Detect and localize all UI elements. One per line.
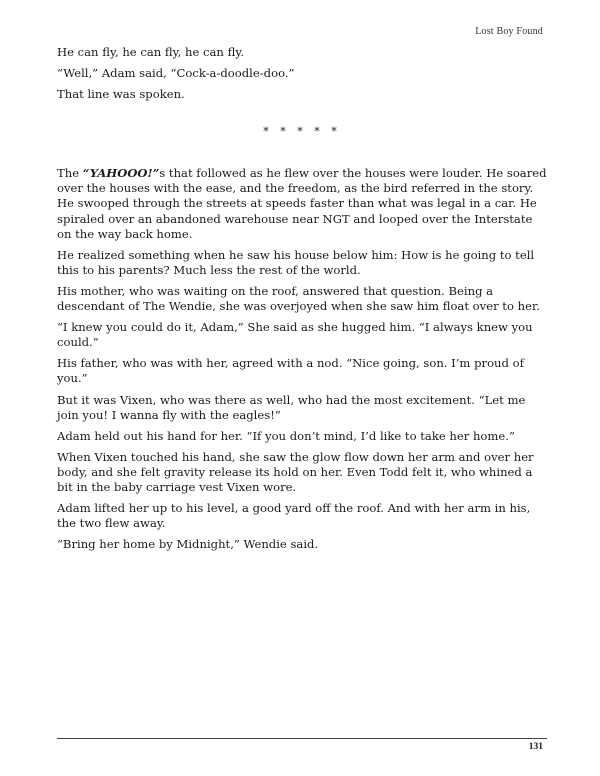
paragraph: Adam held out his hand for her. “If you don’t mind, I’d like to take her home.” <box>57 428 515 443</box>
paragraph: But it was Vixen, who was there as well, who had the most excitement. “Let me join you! I wanna fly with the eagles!” <box>57 392 526 422</box>
paragraph: “Well,” Adam said, “Cock-a-doodle-doo.” <box>57 66 295 81</box>
paragraph-lead: The <box>57 166 83 181</box>
paragraph-yahoo <box>57 166 547 241</box>
paragraph: “Bring her home by Midnight,” Wendie said. <box>57 537 319 552</box>
yahooo-emphasis: “YAHOOO!” <box>82 166 160 181</box>
paragraph: When Vixen touched his hand, she saw the glow flow down her arm and over her body, and she felt gravity release its hold on her. Even Todd felt it, who whined a bit in the baby carriage vest Vixen wore. <box>57 449 534 494</box>
paragraph: He realized something when he saw his house below him: How is he going to tell this to his parents? Much less the rest of the world. <box>57 247 535 277</box>
running-header-title: Lost Boy Found <box>475 26 543 37</box>
page-body <box>57 45 547 558</box>
paragraph: That line was spoken. <box>57 87 185 102</box>
footer-divider <box>57 738 547 739</box>
paragraph: He can fly, he can fly, he can fly. <box>57 45 245 59</box>
paragraph: Adam lifted her up to his level, a good yard off the roof. And with her arm in his, the two flew away. <box>57 501 531 531</box>
paragraph: “I knew you could do it, Adam,” She said as she hugged him. “I always knew you could.” <box>57 320 533 350</box>
page-number: 131 <box>528 742 543 752</box>
paragraph-rest: s that followed as he flew over the houses were louder. He soared over the houses with the ease, and the freedom, as the bird referred in the story. He swooped through the streets at speeds faster than what was legal in a car. He spiraled over an abandoned warehouse near NGT and looped over the Interstate on the way back home. <box>57 166 547 241</box>
paragraph: His mother, who was waiting on the roof, answered that question. Being a descendant of The Wendie, she was overjoyed when she saw him float over to her. <box>57 283 540 314</box>
scene-break-separator: * * * * * <box>263 125 341 139</box>
paragraph: His father, who was with her, agreed with a nod. “Nice going, son. I’m proud of you.” <box>57 356 524 386</box>
